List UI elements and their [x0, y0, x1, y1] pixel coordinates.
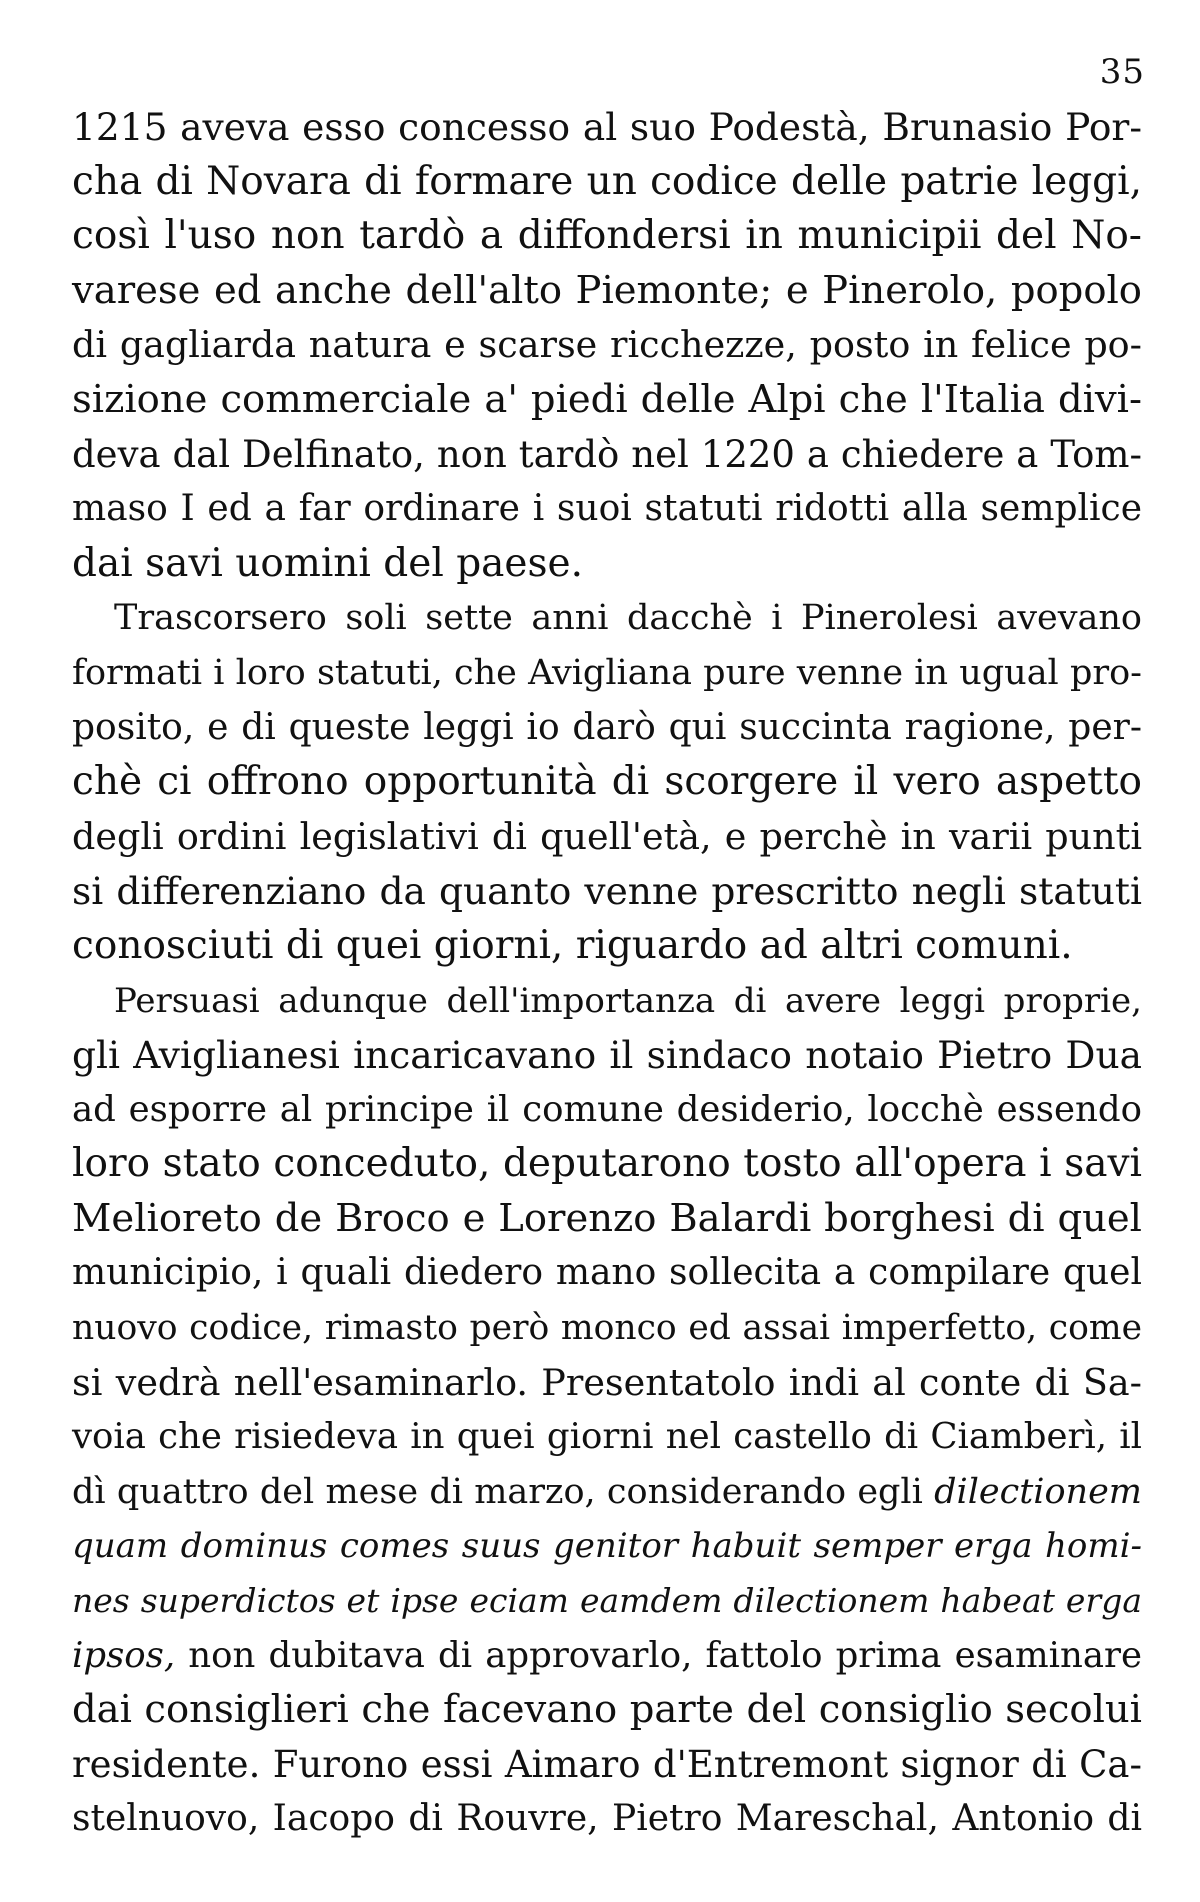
text-line: gli Aviglianesi incaricavano il sindaco notaio Pietro Dua	[72, 1033, 1142, 1078]
text-line: dì quattro del mese di marzo, considerando egli dilectionem	[72, 1471, 1142, 1512]
text-line: municipio, i quali diedero mano sollecita a compilare quel	[72, 1252, 1142, 1294]
latin-quotation: ipsos,	[72, 1634, 176, 1676]
text-line: si vedrà nell'esaminarlo. Presentatolo indi al conte di Sa-	[72, 1360, 1142, 1404]
text-line: sizione commerciale a' piedi delle Alpi che l'Italia divi-	[72, 376, 1142, 422]
text-line: chè ci offrono opportunità di scorgere il vero aspetto	[72, 759, 1142, 805]
text-line: maso I ed a far ordinare i suoi statuti ridotti alla semplice	[72, 488, 1142, 530]
latin-quotation: dilectionem	[934, 1471, 1142, 1512]
text-line: formati i loro statuti, che Avigliana pure venne in ugual pro-	[72, 652, 1142, 693]
latin-quotation: quam dominus comes suus genitor habuit semper erga homi-	[72, 1526, 1142, 1567]
body-text	[72, 100, 1142, 1847]
text-line: varese ed anche dell'alto Piemonte; e Pinerolo, popolo	[72, 267, 1142, 313]
page-number: 35	[1099, 52, 1145, 92]
text-line: Melioreto de Broco e Lorenzo Balardi borghesi di quel	[72, 1195, 1142, 1241]
text-line: ad esporre al principe il comune desiderio, locchè essendo	[72, 1088, 1142, 1130]
text-line: si differenziano da quanto venne prescritto negli statuti	[72, 869, 1142, 914]
text-line: dai savi uomini del paese.	[72, 540, 583, 586]
text-line: di gagliarda natura e scarse ricchezze, posto in felice po-	[72, 323, 1142, 367]
latin-quotation: nes superdictos et ipse eciam eamdem dilectionem habeat erga	[72, 1581, 1142, 1621]
text-line: voia che risiedeva in quei giorni nel castello di Ciamberì, il	[72, 1416, 1142, 1458]
text-line: Persuasi adunque dell'importanza di avere leggi proprie,	[114, 980, 1142, 1021]
text-line: così l'uso non tardò a diffondersi in municipii del No-	[72, 213, 1142, 259]
text-line: degli ordini legislativi di quell'età, e perchè in varii punti	[72, 814, 1142, 858]
text-line	[72, 1519, 1142, 1574]
text-line: nuovo codice, rimasto però monco ed assai imperfetto, come	[72, 1308, 1142, 1349]
text-line: dai consiglieri che facevano parte del consiglio secolui	[72, 1687, 1142, 1733]
text-line: loro stato conceduto, deputarono tosto all'opera i savi	[72, 1141, 1142, 1187]
text-line: posito, e di queste leggi io darò qui succinta ragione, per-	[72, 706, 1142, 748]
text-line: conosciuti di quei giorni, riguardo ad altri comuni.	[72, 922, 1073, 968]
text-line: cha di Novara di formare un codice delle patrie leggi,	[72, 158, 1142, 204]
text-line: residente. Furono essi Aimaro d'Entremont signor di Ca-	[72, 1742, 1142, 1786]
text-line	[72, 1574, 1142, 1629]
text-line: 1215 aveva esso concesso al suo Podestà, Brunasio Por-	[72, 105, 1142, 149]
text-line: Trascorsero soli sette anni dacchè i Pinerolesi avevano	[114, 598, 1142, 639]
text-line: deva dal Delfinato, non tardò nel 1220 a chiedere a Tom-	[72, 432, 1142, 476]
text-line: stelnuovo, Iacopo di Rouvre, Pietro Mareschal, Antonio di	[72, 1798, 1142, 1840]
text-line: ipsos, non dubitava di approvarlo, fattolo prima esaminare	[72, 1634, 1142, 1676]
